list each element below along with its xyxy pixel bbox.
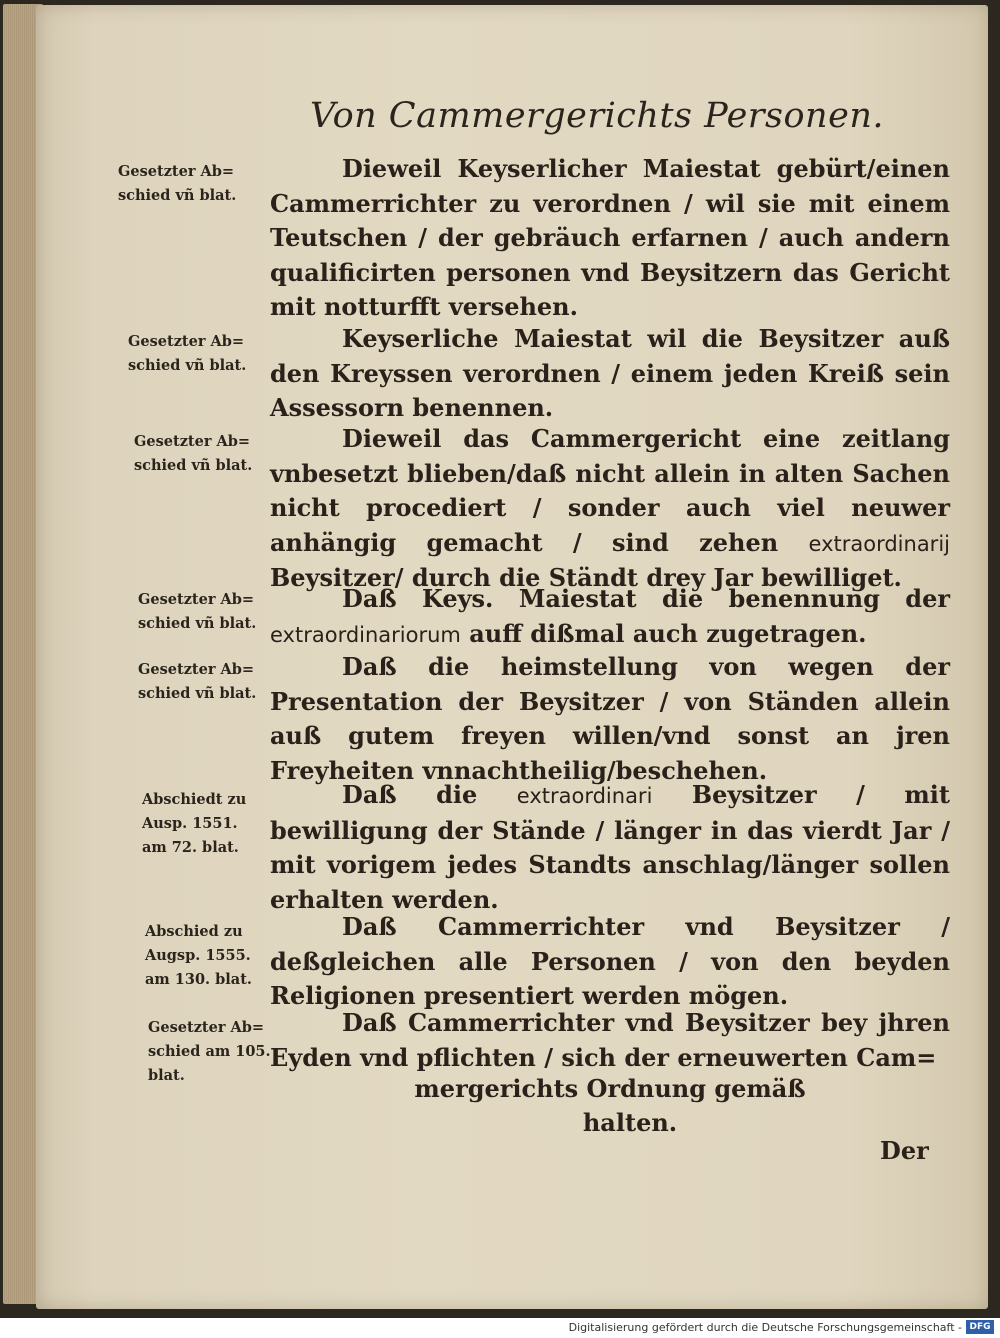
body-paragraph: Daß Cammerrichter vnd Beysitzer / deßgleichen alle Personen / von den beyden Religionen presentiert werden mögen. bbox=[270, 912, 950, 1010]
body-paragraph bbox=[270, 422, 950, 596]
margin-note-line: Abschiedt zu bbox=[142, 791, 247, 808]
latin-term: extraordinariorum bbox=[270, 622, 461, 647]
margin-note-line: am 72. blat. bbox=[142, 839, 239, 856]
latin-term: extraordinarij bbox=[808, 531, 950, 556]
funding-credit: Digitalisierung gefördert durch die Deutsche Forschungsgemeinschaft - bbox=[568, 1321, 962, 1334]
margin-note-line: Abschied zu bbox=[145, 923, 243, 940]
body-paragraph: Keyserliche Maiestat wil die Beysitzer auß den Kreyssen verordnen / einem jeden Kreiß sein Assessorn benennen. bbox=[270, 324, 950, 422]
margin-note-line: Augsp. 1555. bbox=[145, 947, 251, 964]
latin-term: extraordinari bbox=[516, 784, 653, 808]
margin-note bbox=[128, 330, 288, 378]
closing-line: mergerichts Ordnung gemäß bbox=[414, 1074, 806, 1103]
text-run: auff dißmal auch zugetragen. bbox=[460, 618, 867, 648]
margin-note-line: schied vñ blat. bbox=[118, 187, 237, 204]
body-paragraph: Dieweil Keyserlicher Maiestat gebürt/einen Cammerrichter zu verordnen / wil sie mit einem Teutschen / der gebräuch erfarnen / auch andern qualificirten personen vnd Beysitzern das Gericht mit notturfft versehen. bbox=[270, 154, 950, 321]
catchword: Der bbox=[880, 1136, 929, 1165]
text-run: Daß die bbox=[342, 780, 517, 809]
margin-note-line: Gesetzter Ab= bbox=[138, 661, 255, 678]
margin-note-line: Gesetzter Ab= bbox=[138, 591, 255, 608]
margin-note-line: schied vñ blat. bbox=[138, 615, 257, 632]
margin-note-line: Gesetzter Ab= bbox=[128, 333, 245, 350]
margin-note-line: blat. bbox=[148, 1067, 185, 1084]
margin-note-line: Gesetzter Ab= bbox=[134, 433, 251, 450]
body-paragraph bbox=[270, 778, 950, 917]
margin-note-line: Ausp. 1551. bbox=[142, 815, 238, 832]
margin-note bbox=[118, 160, 278, 208]
dfg-logo: DFG bbox=[966, 1320, 994, 1334]
margin-note-line: Gesetzter Ab= bbox=[118, 163, 235, 180]
text-run: Dieweil das Cammergericht eine zeitlang vnbesetzt blieben/daß nicht allein in alten Sachen nicht procediert / sonder auch viel neuwer anhängig gemacht / sind zehen bbox=[270, 424, 950, 557]
text-run: Daß Keys. Maiestat die benennung der bbox=[342, 584, 950, 613]
margin-note-line: schied vñ blat. bbox=[134, 457, 253, 474]
margin-note-line: Gesetzter Ab= bbox=[148, 1019, 265, 1036]
body-paragraph: Daß die heimstellung von wegen der Presentation der Beysitzer / von Ständen allein auß gutem freyen willen/vnd sonst an jren Freyheiten vnnachtheilig/beschehen. bbox=[270, 652, 950, 785]
closing-word: halten. bbox=[582, 1108, 678, 1137]
margin-note-line: schied am 105. bbox=[148, 1043, 271, 1060]
footer-bar bbox=[0, 1318, 1000, 1338]
body-paragraph: Daß Cammerrichter vnd Beysitzer bey jhren Eyden vnd pflichten / sich der erneuwerten Cam= bbox=[270, 1008, 950, 1072]
text-run: Beysitzer/ durch die Ständt drey Jar bewilliget. bbox=[270, 563, 902, 592]
text-run: Beysitzer / mit bewilligung der Stände / länger in das vierdt Jar / mit vorigem jedes Standts anschlag/länger sollen erhalten werden. bbox=[270, 780, 951, 914]
body-paragraph bbox=[270, 582, 950, 652]
margin-note-line: am 130. blat. bbox=[145, 971, 252, 988]
margin-note-line: schied vñ blat. bbox=[128, 357, 247, 374]
running-head: Von Cammergerichts Personen. bbox=[310, 96, 884, 136]
margin-note-line: schied vñ blat. bbox=[138, 685, 257, 702]
